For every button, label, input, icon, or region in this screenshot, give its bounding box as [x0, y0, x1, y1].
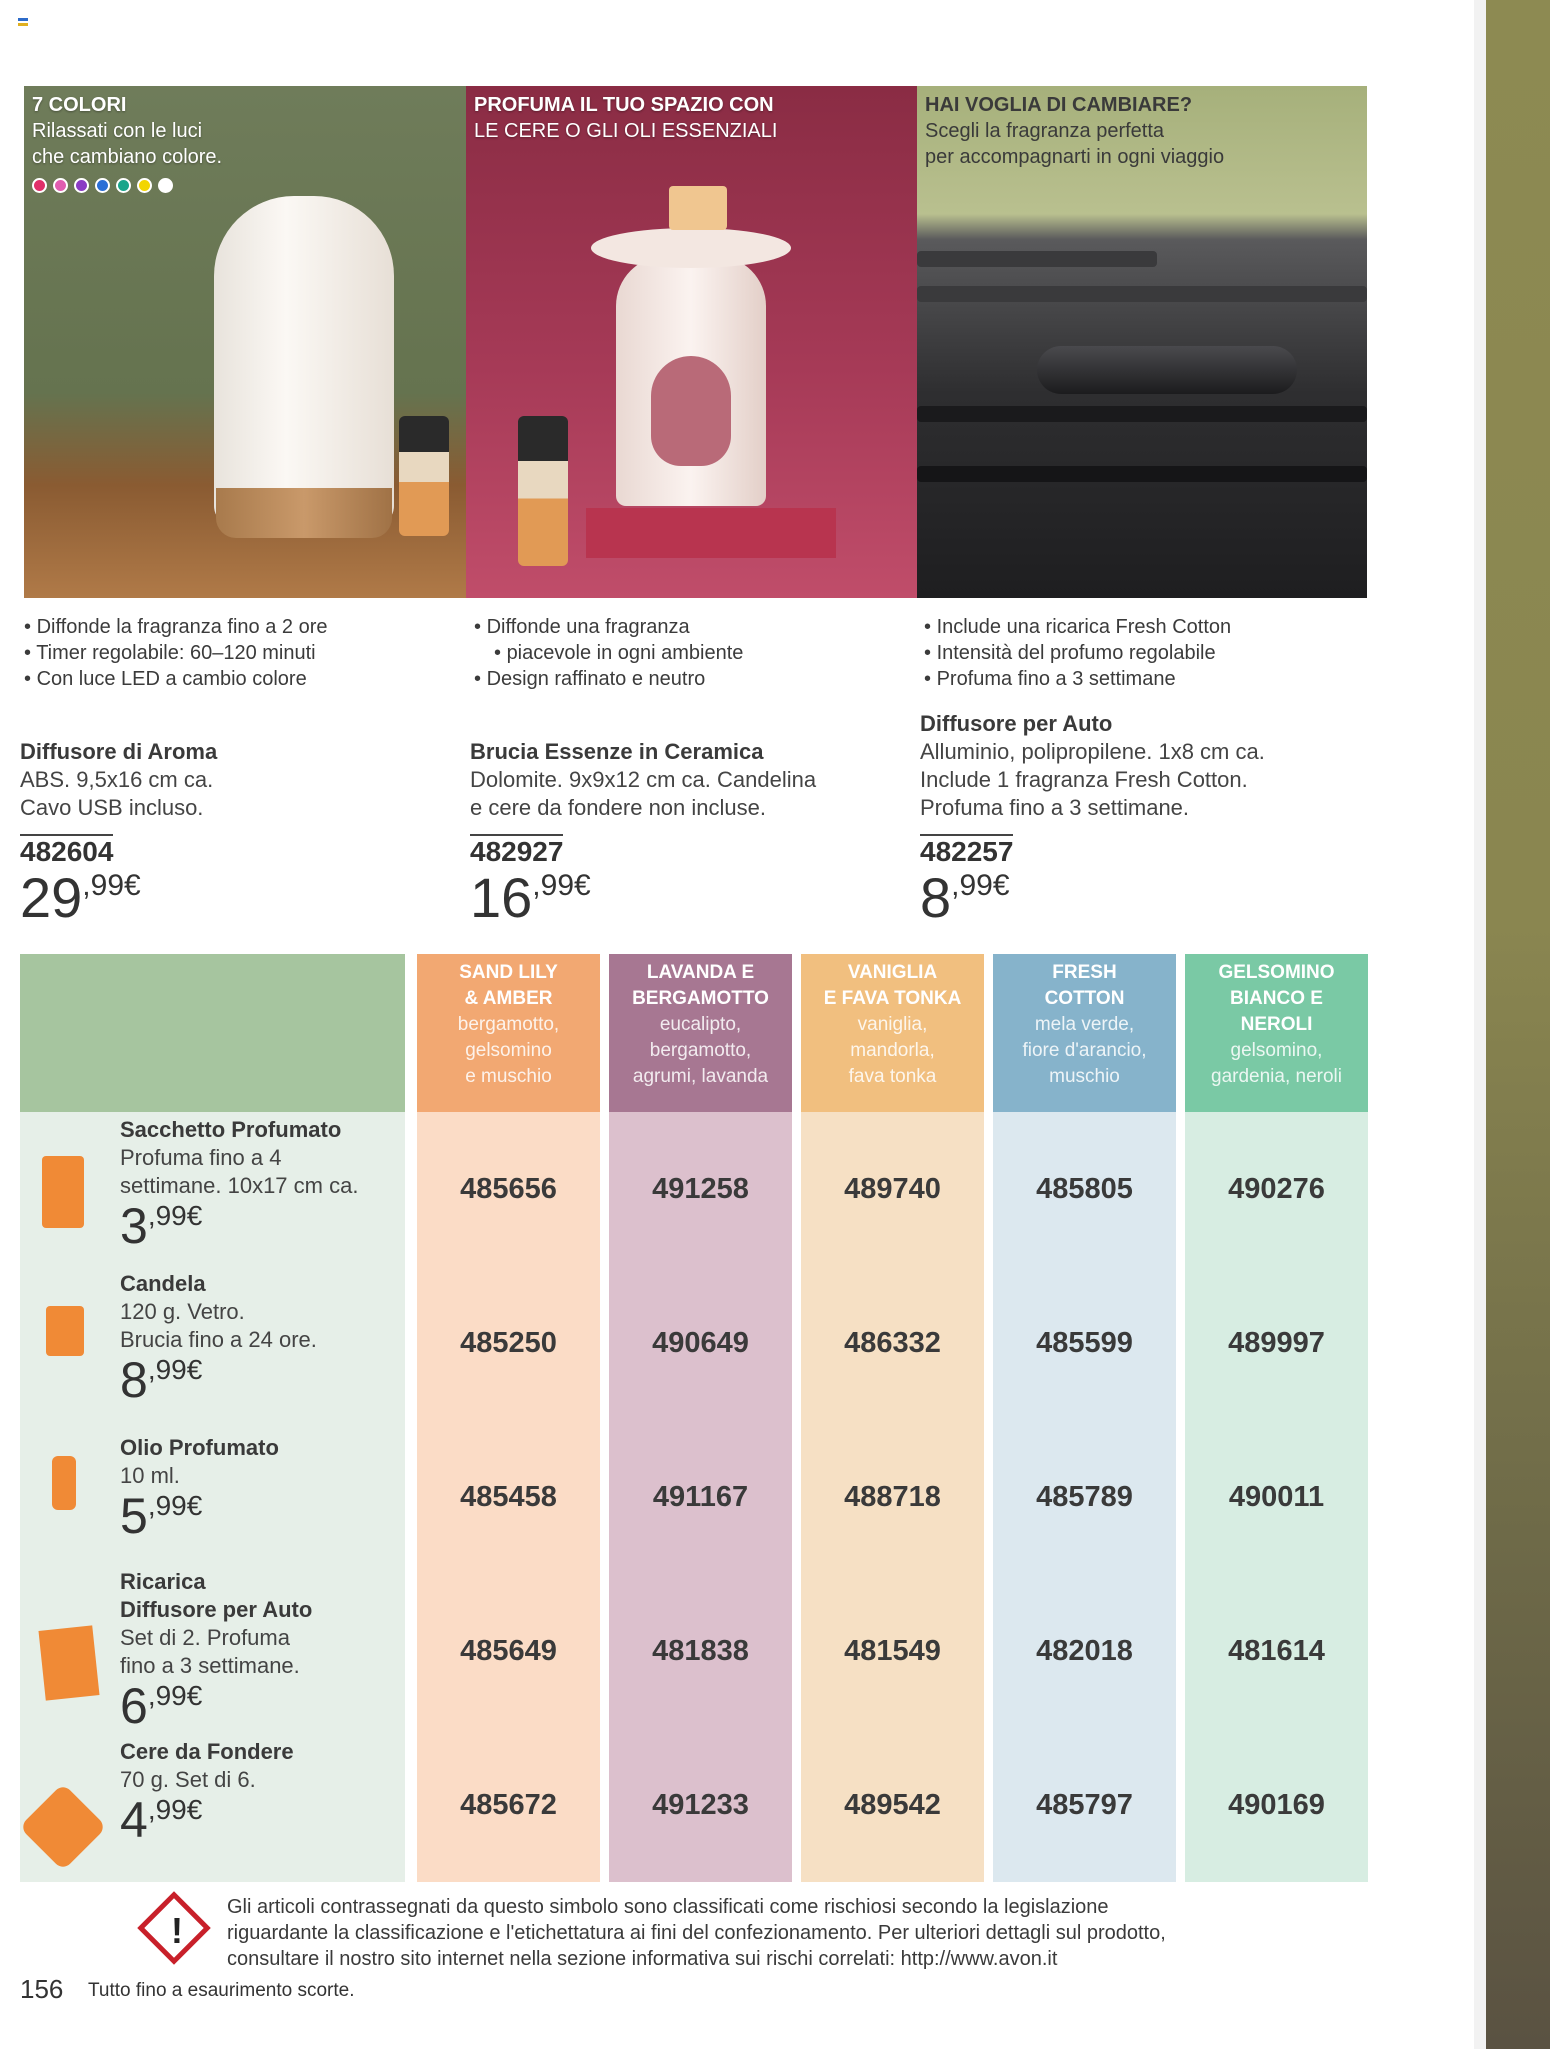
product-code-cell: 481614 — [1228, 1634, 1325, 1667]
product-price — [470, 868, 816, 928]
fragrance-column-vaniglia — [801, 954, 984, 1882]
feature-item: • Timer regolabile: 60–120 minuti — [24, 640, 328, 666]
row-product-desc: fino a 3 settimane. — [120, 1653, 300, 1678]
row-text — [120, 1434, 279, 1542]
fragrance-title: E FAVA TONKA — [823, 988, 962, 1009]
row-price — [120, 1200, 358, 1252]
table-row — [20, 1112, 405, 1266]
fragrance-notes: bergamotto, — [457, 1014, 560, 1035]
color-dot-icon — [158, 178, 173, 193]
fragrance-title: BIANCO E — [1230, 988, 1323, 1009]
product-description: Include 1 fragranza Fresh Cotton. — [920, 767, 1248, 792]
table-row — [20, 1728, 405, 1882]
product-code-cell: 488718 — [844, 1480, 941, 1513]
panel-subtitle-line-1: Rilassati con le luci — [32, 120, 203, 142]
product-description: e cere da fondere non incluse. — [470, 795, 766, 820]
code-column — [609, 1112, 792, 1882]
price-decimal: ,99€ — [147, 1794, 203, 1825]
product-code-cell: 490011 — [1228, 1480, 1325, 1513]
feature-item: • Con luce LED a cambio colore — [24, 666, 328, 692]
product-code-cell: 485458 — [460, 1480, 557, 1513]
product-code-cell: 485656 — [460, 1172, 557, 1205]
fragrance-column-lavanda — [609, 954, 792, 1882]
product-code-cell: 486332 — [844, 1326, 941, 1359]
product-code-cell: 490169 — [1228, 1788, 1325, 1821]
corner-mark-icon — [18, 18, 28, 26]
color-dot-icon — [137, 178, 152, 193]
product-code-cell: 491167 — [652, 1480, 749, 1513]
row-product-name-line-2: Diffusore per Auto — [120, 1597, 313, 1622]
row-product-desc: Brucia fino a 24 ore. — [120, 1327, 317, 1352]
product-code-cell: 485599 — [1036, 1326, 1133, 1359]
feature-item: • Diffonde la fragranza fino a 2 ore — [24, 614, 328, 640]
panel-heading — [32, 92, 222, 193]
row-product-desc: settimane. 10x17 cm ca. — [120, 1173, 359, 1198]
fragrance-title: LAVANDA E — [646, 962, 755, 983]
wax-melt — [669, 186, 727, 230]
fragrance-column-sand-lily — [417, 954, 600, 1882]
panel-heading — [925, 92, 1224, 170]
feature-item: • Include una ricarica Fresh Cotton — [924, 614, 1231, 640]
fragrance-notes: vaniglia, — [857, 1014, 928, 1035]
panel-subtitle-line-1: Scegli la fragranza perfetta — [925, 120, 1165, 142]
product-code-cell: 485672 — [460, 1788, 557, 1821]
fragrance-notes: agrumi, lavanda — [632, 1066, 769, 1087]
stock-note: Tutto fino a esaurimento scorte. — [88, 1980, 355, 2001]
product-code-cell: 491233 — [652, 1788, 749, 1821]
oil-bottle-icon — [52, 1456, 76, 1510]
fragrance-title: VANIGLIA — [847, 962, 938, 983]
fragrance-notes: fava tonka — [848, 1066, 937, 1087]
product-code: 482604 — [20, 836, 114, 867]
page-gutter — [1474, 0, 1486, 2049]
hazard-diamond-icon — [140, 1894, 214, 1968]
disclaimer-line: riguardante la classificazione e l'etichettatura ai fini del confezionamento. Per ulteriori dettagli sul prodotto, — [227, 1922, 1166, 1944]
feature-item: • Intensità del profumo regolabile — [924, 640, 1231, 666]
panel-title: HAI VOGLIA DI CAMBIARE? — [925, 94, 1193, 116]
fragrance-header — [1185, 954, 1368, 1112]
row-product-desc: 70 g. Set di 6. — [120, 1767, 256, 1792]
product-code-cell: 485789 — [1036, 1480, 1133, 1513]
price-integer: 5 — [120, 1488, 148, 1544]
panel-subtitle-line-1: LE CERE O GLI OLI ESSENZIALI — [474, 120, 778, 142]
price-integer: 3 — [120, 1198, 148, 1254]
product-code-cell: 485805 — [1036, 1172, 1133, 1205]
fragrance-title: GELSOMINO — [1218, 962, 1335, 983]
product-code-cell: 481549 — [844, 1634, 941, 1667]
car-vent-slat — [917, 251, 1157, 267]
color-dot-icon — [95, 178, 110, 193]
fragrance-notes: e muschio — [465, 1066, 552, 1087]
product-description: Profuma fino a 3 settimane. — [920, 795, 1190, 820]
fragrance-title: COTTON — [1044, 988, 1125, 1009]
hazard-disclaimer — [227, 1894, 1377, 1972]
color-dots — [32, 178, 222, 193]
product-code-cell: 491258 — [652, 1172, 749, 1205]
product-code-cell: 489740 — [844, 1172, 941, 1205]
fragrance-header — [801, 954, 984, 1112]
row-text — [120, 1270, 317, 1406]
product-code-cell: 485797 — [1036, 1788, 1133, 1821]
row-product-desc: 10 ml. — [120, 1463, 180, 1488]
table-row — [20, 1420, 405, 1574]
table-product-rows — [20, 1112, 405, 1882]
color-dot-icon — [32, 178, 47, 193]
product-description: ABS. 9,5x16 cm ca. — [20, 767, 214, 792]
disclaimer-line: Gli articoli contrassegnati da questo simbolo sono classificati come rischiosi secondo la legislazione — [227, 1896, 1109, 1918]
wax-melts-icon — [19, 1783, 107, 1871]
panel-heading — [474, 92, 777, 144]
code-column — [1185, 1112, 1368, 1882]
row-price — [120, 1354, 317, 1406]
product-name: Diffusore di Aroma — [20, 739, 218, 764]
row-product-name: Sacchetto Profumato — [120, 1117, 342, 1142]
product-code-cell: 481838 — [652, 1634, 749, 1667]
panel-subtitle-line-2: che cambiano colore. — [32, 146, 223, 168]
price-integer: 16 — [470, 866, 533, 929]
car-vent-slat — [917, 406, 1367, 422]
row-price — [120, 1490, 279, 1542]
feature-item: • Profuma fino a 3 settimane — [924, 666, 1231, 692]
fragrance-notes: mela verde, — [1034, 1014, 1135, 1035]
panel-title: 7 COLORI — [32, 94, 127, 116]
feature-list — [474, 614, 743, 692]
product-code: 482257 — [920, 836, 1014, 867]
fragrance-title: & AMBER — [464, 988, 553, 1009]
product-info-aroma-diffuser — [20, 738, 217, 928]
feature-item-continued — [474, 640, 743, 666]
row-product-name: Candela — [120, 1271, 206, 1296]
row-text — [120, 1738, 294, 1846]
fragrance-notes: mandorla, — [850, 1040, 935, 1061]
product-info-car-diffuser — [920, 710, 1265, 928]
row-product-name: Cere da Fondere — [120, 1739, 294, 1764]
row-price — [120, 1794, 294, 1846]
color-dot-icon — [53, 178, 68, 193]
table-row — [20, 1266, 405, 1420]
row-product-desc: Set di 2. Profuma — [120, 1625, 290, 1650]
burner-opening — [651, 356, 731, 466]
feature-list — [24, 614, 328, 692]
code-column — [417, 1112, 600, 1882]
code-column — [801, 1112, 984, 1882]
feature-item-text: piacevole in ogni ambiente — [506, 642, 744, 664]
fragrance-column-gelsomino — [1185, 954, 1368, 1882]
feature-item: • Diffonde una fragranza — [474, 614, 743, 640]
row-text — [120, 1568, 312, 1732]
product-description: Cavo USB incluso. — [20, 795, 204, 820]
price-integer: 4 — [120, 1792, 148, 1848]
fragrance-notes: bergamotto, — [649, 1040, 752, 1061]
exclamation-mark: ! — [171, 1910, 183, 1951]
diffuser-wood-base — [216, 488, 392, 538]
page-number: 156 — [20, 1974, 64, 2004]
fragrance-header — [417, 954, 600, 1112]
product-code-cell: 490276 — [1228, 1172, 1325, 1205]
panel-subtitle-line-2: per accompagnarti in ogni viaggio — [925, 146, 1225, 168]
table-row — [20, 1569, 405, 1734]
hero-panel-aroma-diffuser — [24, 86, 466, 598]
row-product-desc: Profuma fino a 4 — [120, 1145, 282, 1170]
row-product-name: Ricarica — [120, 1569, 206, 1594]
product-description: Alluminio, polipropilene. 1x8 cm ca. — [920, 739, 1265, 764]
product-code-cell: 489997 — [1228, 1326, 1325, 1359]
fragrance-notes: gardenia, neroli — [1211, 1066, 1342, 1087]
car-vent-slat — [917, 286, 1367, 302]
fragrance-notes: eucalipto, — [659, 1014, 742, 1035]
disclaimer-line: consultare il nostro sito internet nella sezione informativa sui rischi correlati: http://www.avon.it — [227, 1948, 1058, 1970]
product-code-cell: 482018 — [1036, 1634, 1133, 1667]
fragrance-title: SAND LILY — [459, 962, 558, 983]
pink-stand — [586, 508, 836, 558]
scented-sachet-icon — [42, 1156, 84, 1228]
product-code-cell: 485649 — [460, 1634, 557, 1667]
fragrance-header — [993, 954, 1176, 1112]
fragrance-column-fresh-cotton — [993, 954, 1176, 1882]
fragrance-notes: fiore d'arancio, — [1022, 1040, 1147, 1061]
fragrance-notes: muschio — [1049, 1066, 1120, 1087]
fragrance-notes: gelsomino — [465, 1040, 552, 1061]
product-name: Diffusore per Auto — [920, 711, 1113, 736]
price-decimal: ,99€ — [147, 1200, 203, 1231]
price-integer: 8 — [920, 866, 952, 929]
row-price — [120, 1680, 312, 1732]
price-decimal: ,99€ — [82, 869, 141, 902]
price-decimal: ,99€ — [147, 1680, 203, 1711]
price-decimal: ,99€ — [532, 869, 591, 902]
price-integer: 8 — [120, 1352, 148, 1408]
essential-oil-bottle — [399, 416, 449, 536]
burner-dish — [591, 228, 791, 268]
product-info-oil-burner — [470, 738, 816, 928]
product-code-cell: 489542 — [844, 1788, 941, 1821]
refill-pad-icon — [38, 1625, 99, 1700]
panel-title: PROFUMA IL TUO SPAZIO CON — [474, 94, 774, 116]
product-name: Brucia Essenze in Ceramica — [470, 739, 764, 764]
aroma-diffuser-image — [214, 196, 394, 526]
hero-panel-oil-burner — [466, 86, 917, 598]
color-dot-icon — [116, 178, 131, 193]
price-decimal: ,99€ — [951, 869, 1010, 902]
product-price — [20, 868, 217, 928]
product-code-cell: 490649 — [652, 1326, 749, 1359]
price-integer: 29 — [20, 866, 83, 929]
row-product-name: Olio Profumato — [120, 1435, 279, 1460]
price-decimal: ,99€ — [147, 1354, 203, 1385]
fragrance-notes: gelsomino, — [1230, 1040, 1323, 1061]
feature-item: • Design raffinato e neutro — [474, 666, 743, 692]
car-diffuser-clip-image — [1037, 346, 1297, 394]
row-text — [120, 1116, 358, 1252]
feature-list — [924, 614, 1231, 692]
row-product-desc: 120 g. Vetro. — [120, 1299, 245, 1324]
product-price — [920, 868, 1265, 928]
fragrance-header — [609, 954, 792, 1112]
code-column — [993, 1112, 1176, 1882]
fragrance-title: FRESH — [1052, 962, 1117, 983]
fragrance-title: NEROLI — [1240, 1014, 1313, 1035]
car-vent-slat — [917, 466, 1367, 482]
table-header-blank — [20, 954, 405, 1112]
product-code-cell: 485250 — [460, 1326, 557, 1359]
fragrance-title: BERGAMOTTO — [632, 988, 769, 1009]
price-decimal: ,99€ — [147, 1490, 203, 1521]
price-integer: 6 — [120, 1678, 148, 1734]
candle-icon — [46, 1306, 84, 1356]
page-edge-photo — [1486, 0, 1550, 2049]
product-description: Dolomite. 9x9x12 cm ca. Candelina — [470, 767, 817, 792]
color-dot-icon — [74, 178, 89, 193]
hero-panel-car-diffuser — [917, 86, 1367, 598]
essential-oil-bottle — [518, 416, 568, 566]
product-code: 482927 — [470, 836, 564, 867]
